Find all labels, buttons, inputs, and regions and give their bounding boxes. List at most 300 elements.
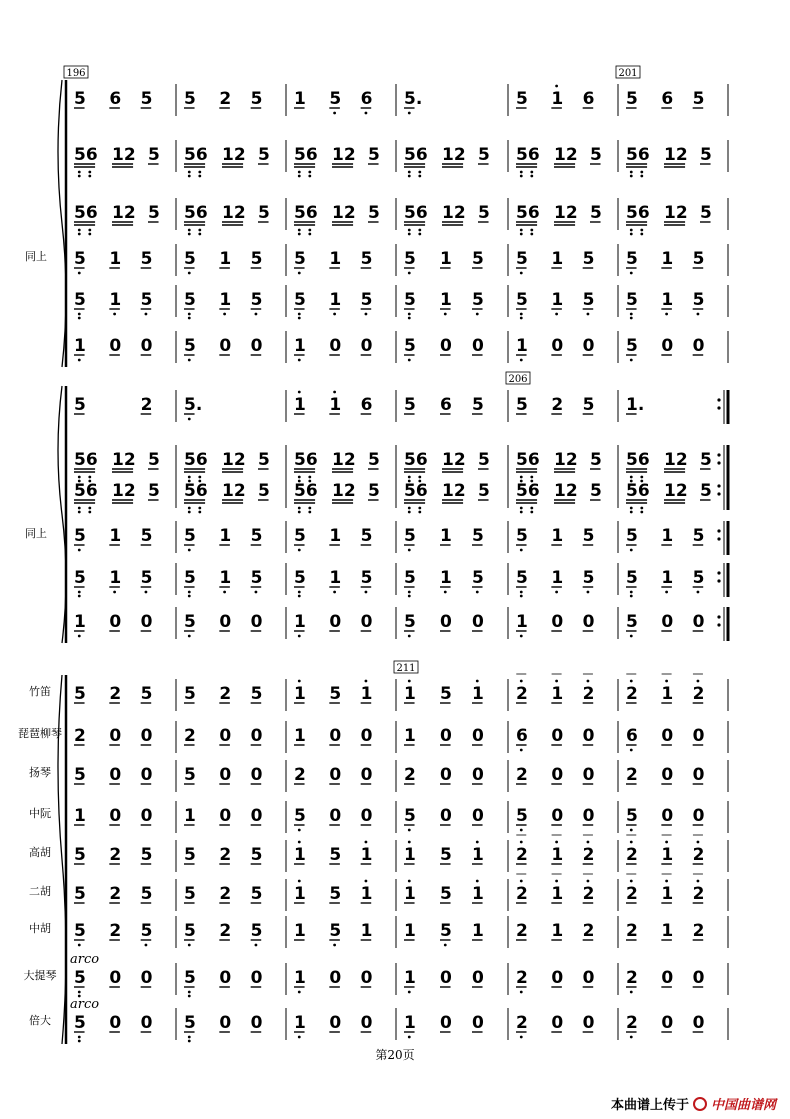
note-digit: 5 [250, 89, 263, 109]
note-digit: 56 [516, 145, 540, 165]
octave-dot-above [697, 680, 700, 683]
octave-dot-below [640, 511, 643, 514]
octave-dot-below [298, 317, 301, 320]
note-digit: 56 [404, 481, 428, 501]
octave-dot-above [476, 841, 479, 844]
note-digit: 1 [551, 921, 564, 941]
note-digit: 5 [582, 526, 595, 546]
note-digit: 0 [692, 336, 705, 356]
note-digit: 5 [258, 203, 270, 223]
octave-dot-below [78, 175, 81, 178]
note-digit: 56 [184, 481, 208, 501]
octave-dot-below [520, 229, 523, 232]
note-digit: 5 [472, 568, 484, 588]
note-digit: 0 [140, 336, 153, 356]
octave-dot-below [418, 476, 421, 479]
note-digit: 2 [516, 765, 528, 785]
note-digit: 5 [582, 568, 595, 588]
note-digit: 1 [360, 884, 373, 904]
note-digit: 1 [294, 726, 306, 746]
note-digit: 5 [692, 89, 705, 109]
note-digit: 1 [109, 249, 122, 269]
note-digit: 5 [582, 395, 595, 415]
repeat-dot [717, 571, 720, 574]
note-digit: 2 [692, 884, 705, 904]
note-digit: 12 [554, 145, 578, 165]
octave-dot-above [520, 680, 523, 683]
octave-dot-below [198, 229, 201, 232]
note-digit: 12 [554, 481, 578, 501]
octave-dot-below [520, 171, 523, 174]
note-digit: 2 [582, 884, 595, 904]
note-digit: 0 [360, 336, 373, 356]
octave-dot-below [188, 229, 191, 232]
note-digit: 5 [250, 249, 263, 269]
octave-dot-below [255, 944, 258, 947]
note-digit: 0 [329, 726, 342, 746]
note-digit: 5 [360, 290, 373, 310]
note-digit: 0 [250, 765, 263, 785]
octave-dot-above [298, 391, 301, 394]
note-digit: 5 [258, 481, 270, 501]
octave-dot-below [298, 591, 301, 594]
octave-dot-below [640, 171, 643, 174]
note-digit: 5 [184, 765, 196, 785]
note-digit: 5 [148, 145, 160, 165]
octave-dot-below [640, 233, 643, 236]
octave-dot-below [630, 749, 633, 752]
staff-label: 扬琴 [29, 766, 51, 779]
note-digit: 0 [692, 765, 705, 785]
note-digit: 0 [472, 612, 484, 632]
note-digit: 0 [360, 765, 373, 785]
note-digit: 1 [661, 845, 674, 865]
note-digit: 5 [184, 290, 196, 310]
repeat-dot [717, 537, 720, 540]
octave-dot-below [630, 313, 633, 316]
octave-dot-below [630, 507, 633, 510]
note-digit: 2 [516, 1013, 528, 1033]
note-digit: 6 [626, 726, 638, 746]
note-digit: 0 [551, 336, 564, 356]
repeat-dot [717, 398, 720, 401]
note-digit: 0 [109, 612, 122, 632]
octave-dot-above [697, 841, 700, 844]
note-digit: 5 [250, 921, 263, 941]
octave-dot-above [587, 680, 590, 683]
note-digit: 0 [472, 806, 484, 826]
octave-dot-below [520, 511, 523, 514]
octave-dot-below [408, 991, 411, 994]
note-digit: 1 [440, 290, 452, 310]
measure-number: 211 [396, 663, 416, 674]
note-digit: 2 [626, 884, 638, 904]
octave-dot-below [298, 549, 301, 552]
note-digit: 0 [440, 726, 452, 746]
note-digit: 0 [582, 1013, 595, 1033]
note-digit: 0 [472, 726, 484, 746]
octave-dot-below [188, 418, 191, 421]
note-digit: 2 [626, 968, 638, 988]
note-digit: 56 [626, 450, 650, 470]
credit-site: 中国曲谱网 [710, 1098, 776, 1113]
note-digit: 6 [516, 726, 528, 746]
octave-dot-below [408, 229, 411, 232]
note-digit: 1 [74, 336, 86, 356]
note-digit: 5 [74, 395, 86, 415]
octave-dot-below [408, 359, 411, 362]
note-digit: 1 [294, 845, 306, 865]
note-digit: 2 [626, 765, 638, 785]
note-digit: 5 [700, 203, 712, 223]
note-digit: 0 [551, 1013, 564, 1033]
upload-credit [611, 1094, 776, 1113]
note-digit: 0 [360, 612, 373, 632]
octave-dot-below [630, 229, 633, 232]
octave-dot-above [408, 680, 411, 683]
note-digit: 12 [442, 450, 466, 470]
octave-dot-below [665, 591, 668, 594]
note-digit: 12 [112, 145, 136, 165]
note-digit: 2 [219, 845, 232, 865]
octave-dot-below [78, 476, 81, 479]
octave-dot-below [630, 595, 633, 598]
octave-dot-above [476, 880, 479, 883]
note-digit: 5 [440, 684, 452, 704]
octave-dot-below [697, 591, 700, 594]
octave-dot-above [298, 880, 301, 883]
octave-dot-below [113, 591, 116, 594]
note-digit: 12 [664, 450, 688, 470]
octave-dot-above [298, 680, 301, 683]
octave-dot-below [78, 1040, 81, 1043]
note-digit: 0 [551, 806, 564, 826]
note-digit: 5 [516, 89, 528, 109]
note-digit: 5 [692, 526, 705, 546]
note-digit: 0 [329, 612, 342, 632]
note-digit: 12 [112, 450, 136, 470]
note-digit: 0 [360, 726, 373, 746]
octave-dot-below [198, 476, 201, 479]
note-digit: 0 [329, 806, 342, 826]
octave-dot-below [697, 313, 700, 316]
note-digit: 56 [626, 145, 650, 165]
note-digit: 12 [554, 203, 578, 223]
note-digit: 1 [472, 845, 484, 865]
note-digit: 2 [582, 845, 595, 865]
octave-dot-below [630, 175, 633, 178]
octave-dot-below [188, 359, 191, 362]
note-digit: 2 [551, 395, 564, 415]
octave-dot-below [520, 272, 523, 275]
note-digit: 1 [472, 921, 484, 941]
note-digit: 12 [112, 481, 136, 501]
note-digit: 0 [440, 806, 452, 826]
staff-label: 中胡 [29, 922, 51, 935]
note-digit: 2 [692, 921, 705, 941]
octave-dot-below [255, 313, 258, 316]
octave-dot-below [408, 591, 411, 594]
note-digit: 56 [294, 450, 318, 470]
octave-dot-below [298, 635, 301, 638]
note-digit: 5 [140, 526, 153, 546]
octave-dot-below [530, 507, 533, 510]
octave-dot-above [408, 841, 411, 844]
note-digit: 1 [472, 884, 484, 904]
note-digit: 0 [140, 806, 153, 826]
note-digit: 1 [329, 526, 342, 546]
note-digit: 5 [140, 684, 153, 704]
octave-dot-above [697, 880, 700, 883]
octave-dot-below [188, 233, 191, 236]
octave-dot-below [408, 549, 411, 552]
octave-dot-below [298, 171, 301, 174]
note-digit: 0 [661, 806, 674, 826]
note-digit: 5 [590, 481, 602, 501]
note-digit: 5 [184, 249, 196, 269]
note-digit: 12 [222, 450, 246, 470]
note-digit: 5 [516, 249, 528, 269]
octave-dot-below [476, 591, 479, 594]
note-digit: 12 [332, 145, 356, 165]
octave-dot-below [145, 944, 148, 947]
note-digit: 5 [472, 395, 484, 415]
note-digit: 5 [294, 249, 306, 269]
note-digit: 1 [294, 1013, 306, 1033]
note-digit: 0 [582, 968, 595, 988]
note-digit: 2 [516, 968, 528, 988]
octave-dot-below [298, 829, 301, 832]
note-digit: 5 [440, 921, 452, 941]
note-digit: 1 [329, 568, 342, 588]
note-digit: 5 [692, 568, 705, 588]
note-digit: 0 [551, 612, 564, 632]
note-digit: 0 [109, 726, 122, 746]
note-digit: 5 [294, 526, 306, 546]
octave-dot-below [78, 359, 81, 362]
note-digit: 56 [74, 203, 98, 223]
octave-dot-below [520, 549, 523, 552]
note-digit: 1 [74, 806, 86, 826]
note-digit: 5 [184, 884, 196, 904]
note-digit: 0 [250, 806, 263, 826]
note-digit: 1 [360, 684, 373, 704]
octave-dot-above [665, 880, 668, 883]
note-digit: 5 [626, 612, 638, 632]
note-digit: 56 [184, 203, 208, 223]
octave-dot-below [88, 511, 91, 514]
note-digit: 56 [516, 203, 540, 223]
note-digit: 2 [516, 845, 528, 865]
octave-dot-below [520, 476, 523, 479]
staff-label: 同上 [25, 527, 47, 540]
note-digit: 5 [692, 290, 705, 310]
note-digit: 1 [551, 290, 564, 310]
note-digit: 5 [360, 526, 373, 546]
note-digit: 1 [294, 395, 306, 415]
note-digit: 1 [294, 612, 306, 632]
octave-dot-below [520, 595, 523, 598]
note-digit: 0 [360, 806, 373, 826]
note-digit: 56 [184, 450, 208, 470]
note-digit: 1 [661, 568, 674, 588]
note-digit: 1 [551, 684, 564, 704]
octave-dot-below [298, 233, 301, 236]
note-digit: 5 [404, 568, 416, 588]
note-digit: 0 [109, 765, 122, 785]
note-digit: 5. [184, 395, 203, 415]
octave-dot-below [520, 1036, 523, 1039]
note-digit: 0 [582, 612, 595, 632]
note-digit: 5 [329, 89, 342, 109]
octave-dot-below [298, 595, 301, 598]
note-digit: 5 [329, 921, 342, 941]
note-digit: 0 [472, 1013, 484, 1033]
note-digit: 12 [222, 481, 246, 501]
octave-dot-below [188, 995, 191, 998]
note-digit: 5 [184, 968, 196, 988]
note-digit: 0 [692, 612, 705, 632]
octave-dot-below [630, 1036, 633, 1039]
octave-dot-below [298, 1036, 301, 1039]
octave-dot-below [78, 233, 81, 236]
note-digit: 5 [148, 450, 160, 470]
note-digit: 2 [140, 395, 153, 415]
note-digit: 0 [582, 336, 595, 356]
note-digit: 56 [516, 450, 540, 470]
note-digit: 5 [368, 203, 380, 223]
note-digit: 0 [661, 726, 674, 746]
octave-dot-above [298, 841, 301, 844]
note-digit: 5 [184, 845, 196, 865]
note-digit: 5 [590, 145, 602, 165]
repeat-dot [717, 461, 720, 464]
octave-dot-below [198, 507, 201, 510]
note-digit: 5 [184, 921, 196, 941]
note-digit: 5 [74, 968, 86, 988]
page-number: 第20页 [375, 1048, 415, 1062]
octave-dot-below [630, 591, 633, 594]
note-digit: 1 [360, 921, 373, 941]
note-digit: 5 [700, 145, 712, 165]
note-digit: 0 [329, 765, 342, 785]
note-digit: 0 [250, 612, 263, 632]
octave-dot-above [555, 880, 558, 883]
octave-dot-below [630, 635, 633, 638]
note-digit: 2 [74, 726, 86, 746]
octave-dot-below [198, 171, 201, 174]
octave-dot-below [78, 944, 81, 947]
note-digit: 1 [219, 526, 232, 546]
note-digit: 6 [661, 89, 674, 109]
note-digit: 0 [472, 968, 484, 988]
note-digit: 0 [551, 726, 564, 746]
octave-dot-below [640, 476, 643, 479]
note-digit: 0 [360, 968, 373, 988]
note-digit: 5 [74, 249, 86, 269]
note-digit: 1 [294, 921, 306, 941]
octave-dot-below [333, 112, 336, 115]
note-digit: 12 [332, 481, 356, 501]
note-digit: 5 [626, 568, 638, 588]
note-digit: 1 [184, 806, 196, 826]
note-digit: 2 [109, 921, 122, 941]
note-digit: 5 [74, 884, 86, 904]
note-digit: 5 [294, 806, 306, 826]
note-digit: 1 [551, 568, 564, 588]
octave-dot-below [198, 233, 201, 236]
octave-dot-above [665, 680, 668, 683]
note-digit: 5 [700, 450, 712, 470]
octave-dot-below [78, 595, 81, 598]
note-digit: 1 [661, 249, 674, 269]
note-digit: 1 [440, 568, 452, 588]
note-digit: 2 [109, 684, 122, 704]
octave-dot-below [408, 635, 411, 638]
octave-dot-above [520, 841, 523, 844]
note-digit: 5 [140, 845, 153, 865]
octave-dot-above [520, 880, 523, 883]
note-digit: 5 [74, 290, 86, 310]
note-digit: 5 [329, 845, 342, 865]
note-digit: 56 [404, 450, 428, 470]
note-digit: 12 [332, 450, 356, 470]
octave-dot-above [476, 680, 479, 683]
note-digit: 0 [219, 1013, 232, 1033]
octave-dot-below [408, 272, 411, 275]
note-digit: 5 [404, 612, 416, 632]
note-digit: 1 [329, 249, 342, 269]
note-digit: 12 [112, 203, 136, 223]
note-digit: 0 [109, 806, 122, 826]
note-digit: 1 [404, 968, 416, 988]
note-digit: 1 [440, 249, 452, 269]
note-digit: 1 [551, 249, 564, 269]
octave-dot-below [418, 511, 421, 514]
note-digit: 1 [74, 612, 86, 632]
note-digit: 0 [661, 1013, 674, 1033]
octave-dot-below [308, 175, 311, 178]
octave-dot-below [640, 175, 643, 178]
octave-dot-below [298, 476, 301, 479]
note-digit: 5 [440, 884, 452, 904]
note-digit: 5 [516, 568, 528, 588]
note-digit: 6 [582, 89, 595, 109]
octave-dot-below [520, 507, 523, 510]
octave-dot-below [408, 1036, 411, 1039]
note-digit: 0 [250, 336, 263, 356]
octave-dot-below [78, 507, 81, 510]
note-digit: 0 [219, 806, 232, 826]
octave-dot-below [308, 507, 311, 510]
note-digit: 56 [294, 145, 318, 165]
note-digit: 0 [219, 336, 232, 356]
note-digit: 1 [551, 526, 564, 546]
octave-dot-below [255, 591, 258, 594]
octave-dot-below [630, 233, 633, 236]
note-digit: 0 [219, 968, 232, 988]
note-digit: 5 [140, 290, 153, 310]
octave-dot-below [630, 359, 633, 362]
note-digit: 1 [661, 290, 674, 310]
octave-dot-below [298, 313, 301, 316]
note-digit: 5 [140, 249, 153, 269]
note-digit: 5 [329, 684, 342, 704]
note-digit: 5 [74, 89, 86, 109]
note-digit: 0 [661, 336, 674, 356]
note-digit: 5 [250, 884, 263, 904]
octave-dot-below [418, 233, 421, 236]
